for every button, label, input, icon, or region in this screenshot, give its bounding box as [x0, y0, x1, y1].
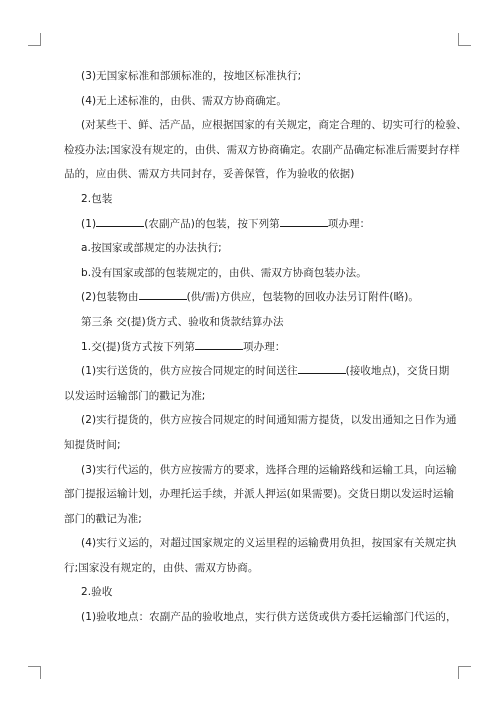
line-text: (2)包装物由: [81, 291, 139, 304]
line-delivery-3a: (3)实行代运的，供方应按需方的要求，选择合理的运输路线和运输工具，向运输: [81, 463, 457, 476]
line-delivery-1a: [64, 359, 450, 384]
line-packaging-1: [64, 212, 444, 237]
line-text: (1)实行送货的，供方应按合同规定的时间送往: [81, 365, 298, 378]
line-delivery-2b: 知提货时间;: [64, 438, 121, 451]
line-delivery-1b: 以发运时运输部门的戳记为准;: [64, 389, 206, 402]
line-packaging-b: b.没有国家或部的包装规定的，由供、需双方协商包装办法。: [81, 266, 367, 279]
blank-field-product[interactable]: [96, 215, 144, 227]
line-text: 项办理：: [243, 340, 286, 353]
line-acceptance-1: (1)验收地点：农副产品的验收地点，实行供方送货或供方委托运输部门代运的，: [81, 611, 457, 624]
line-text: 项办理：: [327, 217, 371, 230]
crop-mark-bottom-right: [458, 666, 471, 679]
line-delivery-method: [64, 335, 444, 360]
line-packaging-a: a.按国家或部规定的办法执行;: [81, 242, 222, 255]
line-text: (1): [81, 217, 97, 230]
line-delivery-3b: 部门提报运输计划，办理托运手续，并派人押运(如果需要)。交货日期以发运时运输: [64, 488, 454, 501]
blank-field-receive-location[interactable]: [298, 362, 346, 374]
line-text: (农副产品)的包装，按下列第: [144, 217, 280, 230]
line-delivery-2a: (2)实行提货的，供方应按合同规定的时间通知需方提货，以发出通知之日作为通: [81, 414, 457, 427]
line-delivery-4b: 行;国家没有规定的，由供、需双方协商。: [64, 561, 259, 574]
article-3-heading: 第三条 交(提)货方式、验收和货款结算办法: [81, 315, 284, 328]
line-text: (接收地点)，交货日期: [345, 365, 450, 378]
blank-field-delivery-option[interactable]: [195, 338, 243, 350]
blank-field-supplier[interactable]: [139, 288, 187, 300]
line-note-2: 检疫办法;国家没有规定的，由供、需双方协商确定。农副产品确定标准后需要封存样: [64, 143, 460, 156]
line-delivery-4a: (4)实行义运的，对超过国家规定的义运里程的运输费用负担，按国家有关规定执: [81, 537, 457, 550]
crop-mark-top-left: [28, 33, 41, 46]
line-note-1: (对某些干、鲜、活产品，应根据国家的有关规定，商定合理的、切实可行的检验、: [81, 119, 467, 132]
line-packaging-2: [64, 285, 444, 310]
line-standard-4: (4)无上述标准的，由供、需双方协商确定。: [81, 94, 287, 107]
line-delivery-3c: 部门的戳记为准;: [64, 512, 142, 525]
section-packaging-heading: 2.包装: [81, 192, 113, 205]
line-standard-3: (3)无国家标准和部颁标准的，按地区标准执行;: [81, 70, 302, 82]
crop-mark-top-right: [458, 33, 471, 46]
blank-field-option[interactable]: [280, 215, 328, 227]
document-body: [64, 64, 467, 630]
crop-mark-bottom-left: [28, 666, 41, 679]
line-note-3: 品的，应由供、需双方共同封存，妥善保管，作为验收的依据): [64, 168, 355, 181]
line-text: 1.交(提)货方式按下列第: [81, 340, 196, 353]
section-acceptance-heading: 2.验收: [81, 586, 113, 599]
line-text: (供/需)方供应，包装物的回收办法另订附件(略)。: [186, 291, 420, 304]
